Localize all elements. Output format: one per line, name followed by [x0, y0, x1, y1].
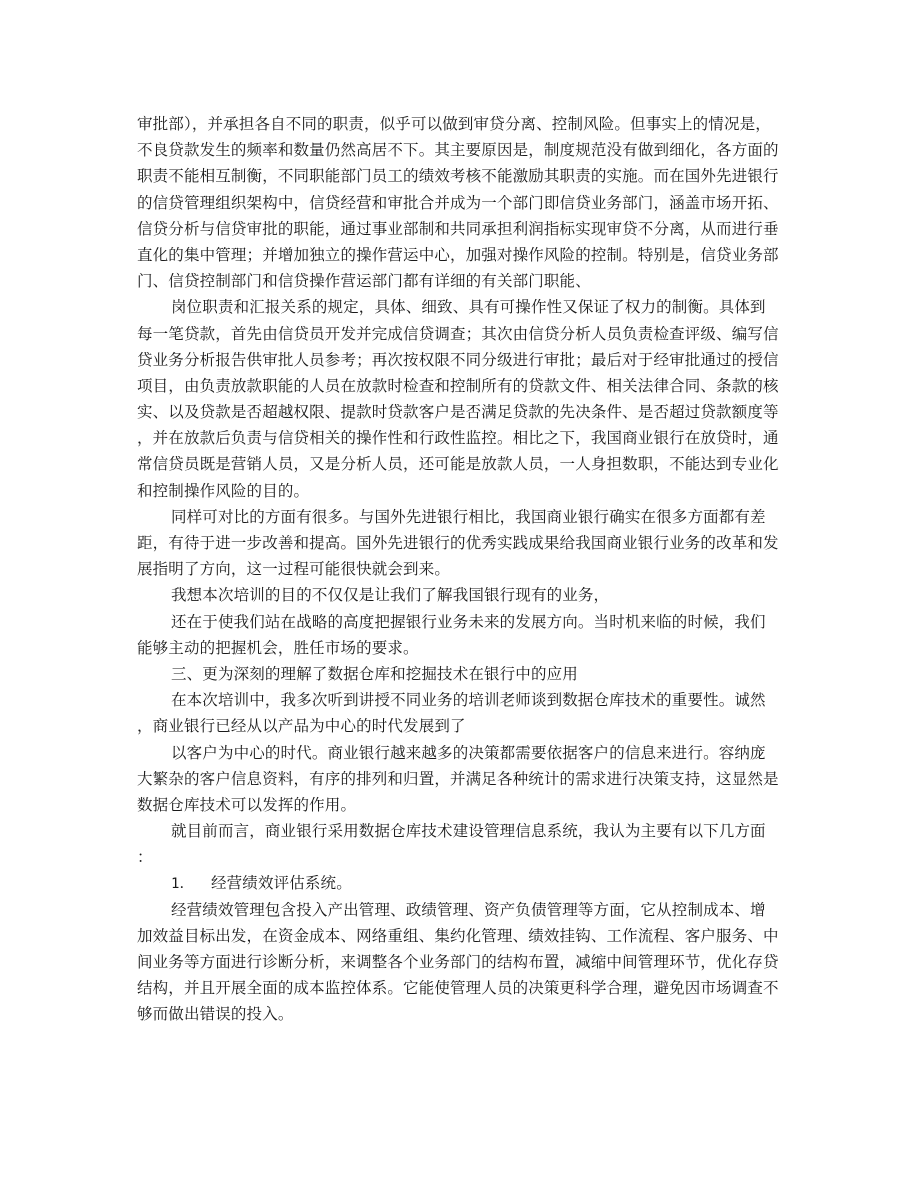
text-line: 每一笔贷款，首先由信贷员开发并完成信贷调查；其次由信贷分析人员负责检查评级、编写信	[137, 324, 779, 343]
text-line: 经营绩效管理包含投入产出管理、政绩管理、资产负债管理等方面，它从控制成本、增	[171, 900, 766, 919]
text-line: ，商业银行已经从以产品为中心的时代发展到了	[137, 717, 466, 736]
text-line: 项目，由负责放款职能的人员在放款时检查和控制所有的贷款文件、相关法律合同、条款的核	[137, 376, 779, 395]
text-line: 审批部），并承担各自不同的职责，似乎可以做到审贷分离、控制风险。但事实上的情况是，	[137, 115, 771, 133]
text-line: 和控制操作风险的目的。	[137, 481, 310, 500]
text-line: 大繁杂的客户信息资料，有序的排列和归置，并满足各种统计的需求进行决策支持，这显然是	[137, 769, 779, 788]
text-line: 就目前而言，商业银行采用数据仓库技术建设管理信息系统，我认为主要有以下几方面	[171, 822, 766, 841]
text-line: 距，有待于进一步改善和提高。国外先进银行的优秀实践成果给我国商业银行业务的改革和发	[137, 534, 779, 552]
text-line: 常信贷员既是营销人员，又是分析人员，还可能是放款人员，一人身担数职，不能达到专业化	[137, 455, 779, 474]
text-line: ，并在放款后负责与信贷相关的操作性和行政性监控。相比之下，我国商业银行在放贷时，通	[137, 429, 779, 448]
text-line: 够而做出错误的投入。	[137, 1005, 294, 1024]
numbered-heading	[137, 870, 787, 896]
text-line: ：	[137, 848, 153, 867]
text-line: 同样可对比的方面有很多。与国外先进银行相比，我国商业银行确实在很多方面都有差	[171, 507, 766, 526]
text-line: 加效益目标出发，在资金成本、网络重组、集约化管理、绩效挂钩、工作流程、客户服务、中	[137, 926, 779, 945]
text-line: 不良贷款发生的频率和数量仍然高居不下。其主要原因是，制度规范没有做到细化，各方面的	[137, 141, 779, 160]
text-line: 直化的集中管理；并增加独立的操作营运中心，加强对操作风险的控制。特别是，信贷业务部	[137, 245, 779, 264]
text-line: 结构，并且开展全面的成本监控体系。它能使管理人员的决策更科学合理，避免因市场调查不	[137, 979, 779, 998]
list-number: 1．	[171, 876, 194, 893]
text-line: 岗位职责和汇报关系的规定，具体、细致、具有可操作性又保证了权力的制衡。具体到	[171, 298, 766, 317]
text-line: 信贷分析与信贷审批的职能，通过事业部制和共同承担利润指标实现审贷不分离，从而进行垂	[137, 219, 779, 238]
document-body	[137, 111, 787, 1028]
text-line: 能够主动的把握机会，胜任市场的要求。	[137, 638, 419, 657]
text-line: 实、以及贷款是否超越权限、提款时贷款客户是否满足贷款的先决条件、是否超过贷款额度等	[137, 403, 779, 422]
text-line: 贷业务分析报告供审批人员参考；再次按权限不同分级进行审批；最后对于经审批通过的授信	[137, 350, 779, 369]
text-line: 门、信贷控制部门和信贷操作营运部门都有详细的有关部门职能、	[137, 272, 591, 291]
text-line: 的信贷管理组织架构中，信贷经营和审批合并成为一个部门即信贷业务部门，涵盖市场开拓、	[137, 193, 779, 212]
text-line: 三、更为深刻的理解了数据仓库和挖掘技术在银行中的应用	[171, 664, 578, 683]
text-line: 间业务等方面进行诊断分析，来调整各个业务部门的结构布置，减缩中间管理环节，优化存贷	[137, 953, 779, 971]
text-line: 以客户为中心的时代。商业银行越来越多的决策都需要依据客户的信息来进行。容纳庞	[171, 743, 766, 762]
text-line: 还在于使我们站在战略的高度把握银行业务未来的发展方向。当时机来临的时候，我们	[171, 612, 766, 631]
text-line: 我想本次培训的目的不仅仅是让我们了解我国银行现有的业务，	[171, 586, 610, 605]
text-line: 数据仓库技术可以发挥的作用。	[137, 795, 357, 814]
list-text: 经营绩效评估系统。	[211, 874, 352, 893]
text-line: 在本次培训中，我多次听到讲授不同业务的培训老师谈到数据仓库技术的重要性。诚然	[171, 691, 766, 710]
text-line: 职责不能相互制衡，不同职能部门员工的绩效考核不能激励其职责的实施。而在国外先进银行	[137, 167, 779, 186]
text-line: 展指明了方向，这一过程可能很快就会到来。	[137, 560, 451, 579]
